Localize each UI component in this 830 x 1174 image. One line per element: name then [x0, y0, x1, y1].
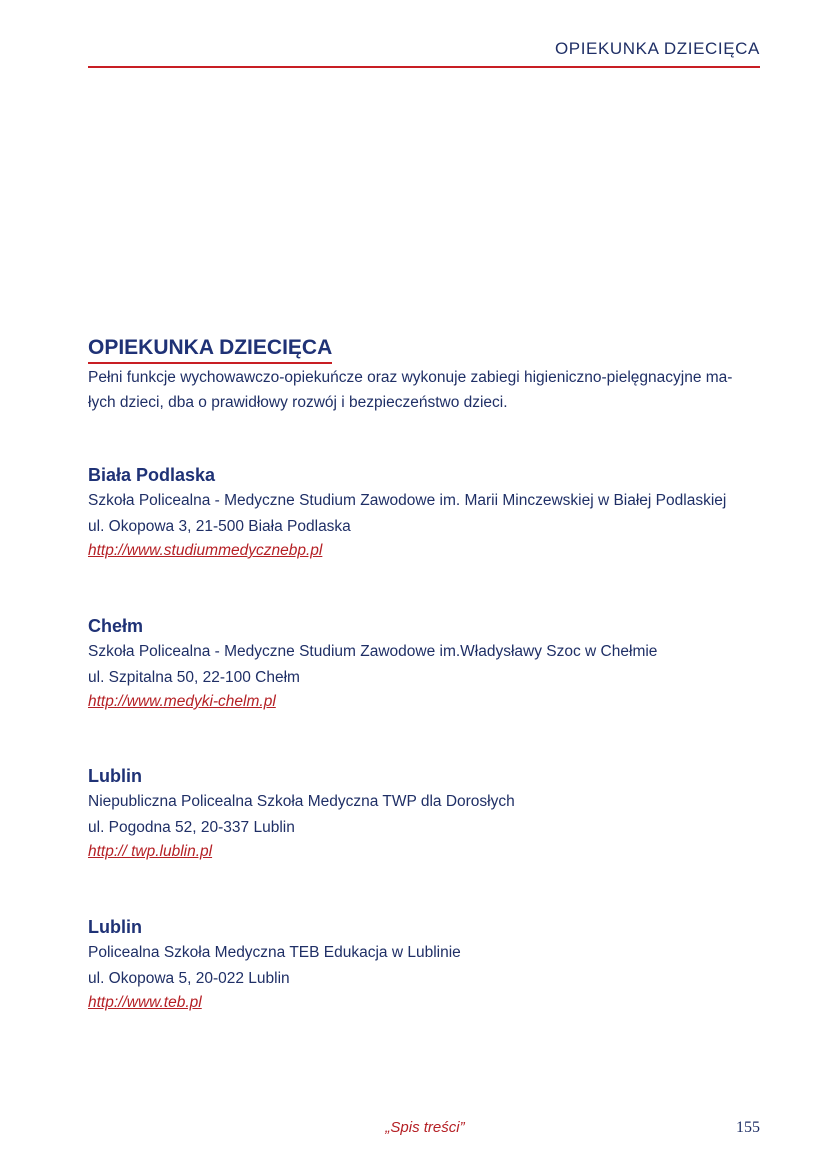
entry-website-link[interactable]: http:// twp.lublin.pl: [88, 843, 213, 860]
table-of-contents-link[interactable]: „Spis treści”: [385, 1119, 465, 1136]
entry-address: ul. Okopowa 5, 20-022 Lublin: [88, 969, 290, 987]
entry-city: Lublin: [88, 917, 142, 937]
section-description-line-1: Pełni funkcje wychowawczo-opiekuńcze oraz wykonuje zabiegi higieniczno-pielęgnacyjne ma-: [88, 369, 733, 386]
running-header: [88, 38, 760, 68]
section-title: [88, 335, 332, 361]
school-entry-biala-podlaska: [88, 462, 778, 563]
entry-school-name: Niepubliczna Policealna Szkoła Medyczna TWP dla Dorosłych: [88, 793, 515, 810]
entry-school-name: Policealna Szkoła Medyczna TEB Edukacja w Lublinie: [88, 944, 461, 961]
entry-website-link[interactable]: http://www.teb.pl: [88, 994, 202, 1011]
school-entry-chelm: [88, 613, 778, 714]
footer-toc-link-wrapper: [0, 1119, 830, 1136]
entry-website-link[interactable]: http://www.studiummedycznebp.pl: [88, 542, 323, 559]
entry-address: ul. Pogodna 52, 20-337 Lublin: [88, 818, 295, 836]
school-entry-lublin-twp: [88, 763, 778, 864]
header-rule: [88, 66, 760, 68]
entry-school-name: Szkoła Policealna - Medyczne Studium Zawodowe im. Marii Minczewskiej w Białej Podlaskiej: [88, 492, 727, 509]
section-description-line-2: łych dzieci, dba o prawidłowy rozwój i bezpieczeństwo dzieci.: [88, 394, 508, 411]
entry-address: ul. Szpitalna 50, 22-100 Chełm: [88, 668, 300, 686]
entry-city: Chełm: [88, 616, 144, 636]
section-title-text: OPIEKUNKA DZIECIĘCA: [88, 336, 333, 359]
entry-city: Biała Podlaska: [88, 465, 216, 485]
entry-website-link[interactable]: http://www.medyki-chelm.pl: [88, 693, 276, 710]
entry-city: Lublin: [88, 766, 142, 786]
entry-address: ul. Okopowa 3, 21-500 Biała Podlaska: [88, 517, 351, 535]
entry-school-name: Szkoła Policealna - Medyczne Studium Zawodowe im.Władysławy Szoc w Chełmie: [88, 643, 658, 660]
section-description: [88, 365, 760, 415]
page-number: 155: [736, 1119, 760, 1136]
school-entry-lublin-teb: [88, 914, 778, 1015]
running-header-title: OPIEKUNKA DZIECIĘCA: [554, 39, 760, 58]
section-title-underline: [88, 362, 332, 364]
